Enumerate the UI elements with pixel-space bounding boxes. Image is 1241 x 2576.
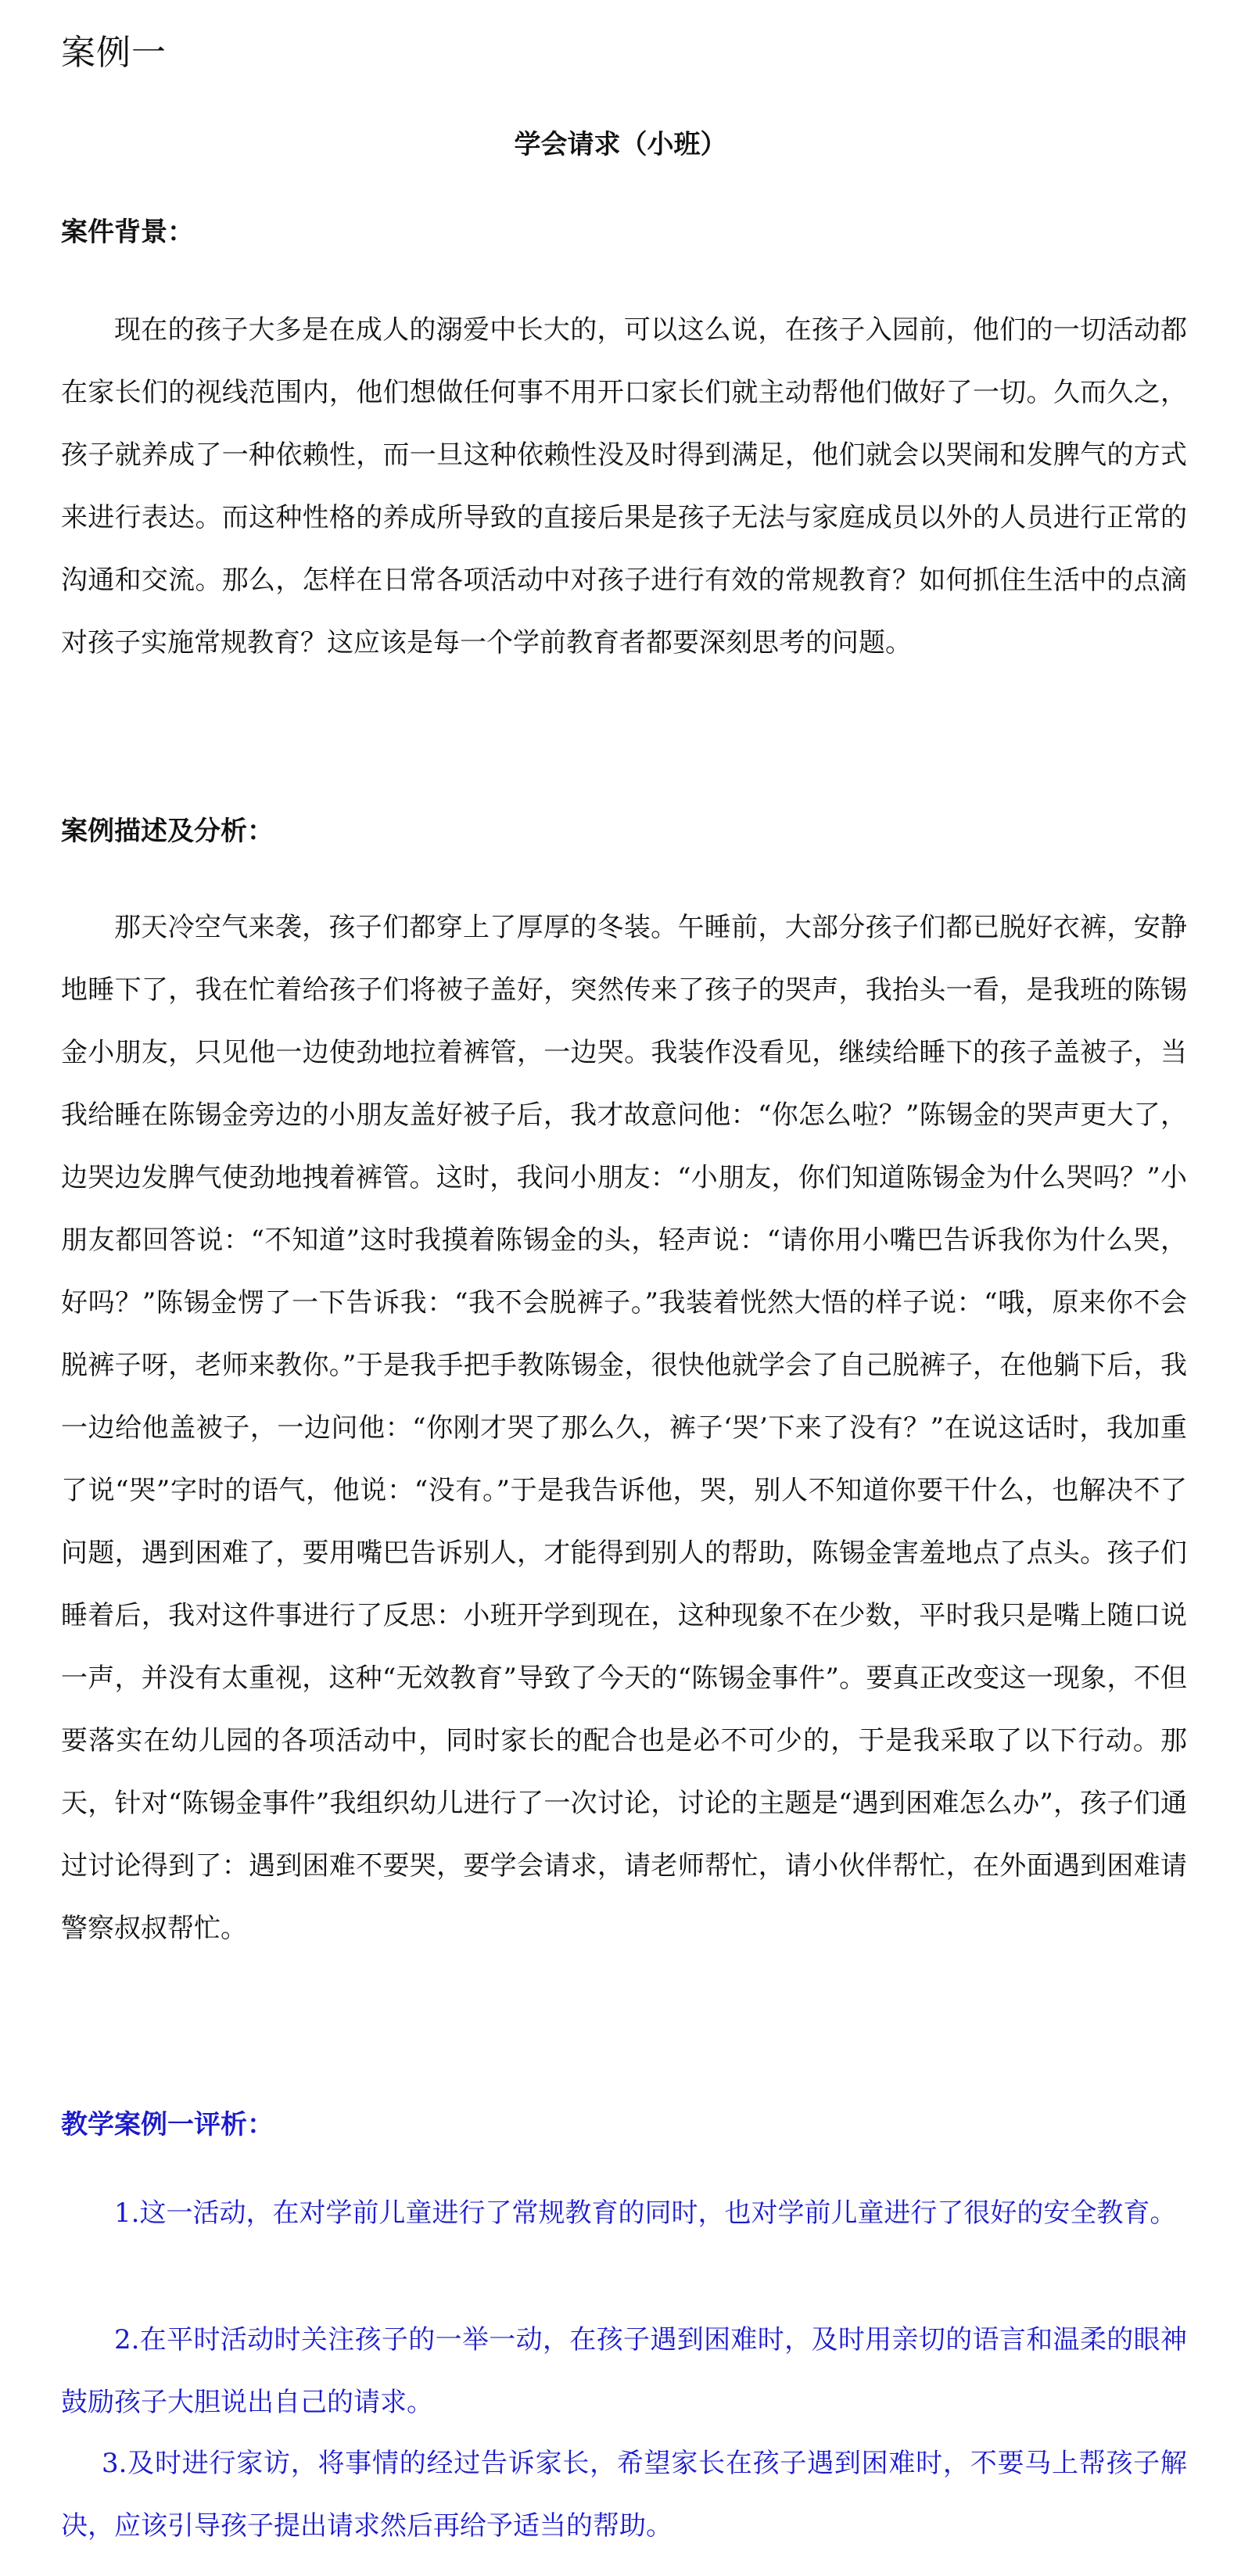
review-item-2: 2.在平时活动时关注孩子的一举一动，在孩子遇到困难时，及时用亲切的语言和温柔的眼神鼓励孩子大胆说出自己的请求。 xyxy=(61,2324,1187,2418)
review-item-1: 1.这一活动，在对学前儿童进行了常规教育的同时，也对学前儿童进行了很好的安全教育。 xyxy=(114,2197,1177,2229)
case-label: 案例一 xyxy=(61,33,167,73)
background-heading: 案件背景： xyxy=(61,217,194,248)
review-heading: 教学案例一评析： xyxy=(61,2109,274,2140)
background-paragraph: 现在的孩子大多是在成人的溺爱中长大的，可以这么说，在孩子入园前，他们的一切活动都在家长们的视线范围内，他们想做任何事不用开口家长们就主动帮他们做好了一切。久而久之，孩子就养成了一种依赖性，而一旦这种依赖性没及时得到满足，他们就会以哭闹和发脾气的方式来进行表达。而这种性格的养成所导致的直接后果是孩子无法与家庭成员以外的人员进行正常的沟通和交流。那么，怎样在日常各项活动中对孩子进行有效的常规教育？如何抓住生活中的点滴对孩子实施常规教育？这应该是每一个学前教育者都要深刻思考的问题。 xyxy=(61,314,1187,658)
review-item-3: 3.及时进行家访，将事情的经过告诉家长，希望家长在孩子遇到困难时，不要马上帮孩子解决，应该引导孩子提出请求然后再给予适当的帮助。 xyxy=(61,2448,1187,2542)
analysis-heading: 案例描述及分析： xyxy=(61,816,274,847)
analysis-paragraph: 那天冷空气来袭，孩子们都穿上了厚厚的冬装。午睡前，大部分孩子们都已脱好衣裤，安静地睡下了，我在忙着给孩子们将被子盖好，突然传来了孩子的哭声，我抬头一看，是我班的陈锡金小朋友，只见他一边使劲地拉着裤管，一边哭。我装作没看见，继续给睡下的孩子盖被子，当我给睡在陈锡金旁边的小朋友盖好被子后，我才故意问他：“你怎么啦？”陈锡金的哭声更大了，边哭边发脾气使劲地拽着裤管。这时，我问小朋友：“小朋友，你们知道陈锡金为什么哭吗？”小朋友都回答说：“不知道”这时我摸着陈锡金的头，轻声说：“请你用小嘴巴告诉我你为什么哭，好吗？”陈锡金愣了一下告诉我：“我不会脱裤子。”我装着恍然大悟的样子说：“哦，原来你不会脱裤子呀，老师来教你。”于是我手把手教陈锡金，很快他就学会了自己脱裤子，在他躺下后，我一边给他盖被子，一边问他：“你刚才哭了那么久，裤子‘哭’下来了没有？”在说这话时，我加重了说“哭”字时的语气，他说：“没有。”于是我告诉他，哭，别人不知道你要干什么，也解决不了问题，遇到困难了，要用嘴巴告诉别人，才能得到别人的帮助，陈锡金害羞地点了点头。孩子们睡着后，我对这件事进行了反思：小班开学到现在，这种现象不在少数，平时我只是嘴上随口说一声，并没有太重视，这种“无效教育”导致了今天的“陈锡金事件”。要真正改变这一现象，不但要落实在幼儿园的各项活动中，同时家长的配合也是必不可少的，于是我采取了以下行动。那天，针对“陈锡金事件”我组织幼儿进行了一次讨论，讨论的主题是“遇到困难怎么办”，孩子们通过讨论得到了：遇到困难不要哭，要学会请求，请老师帮忙，请小伙伴帮忙，在外面遇到困难请警察叔叔帮忙。 xyxy=(61,912,1187,1944)
page-title: 学会请求（小班） xyxy=(514,129,727,160)
